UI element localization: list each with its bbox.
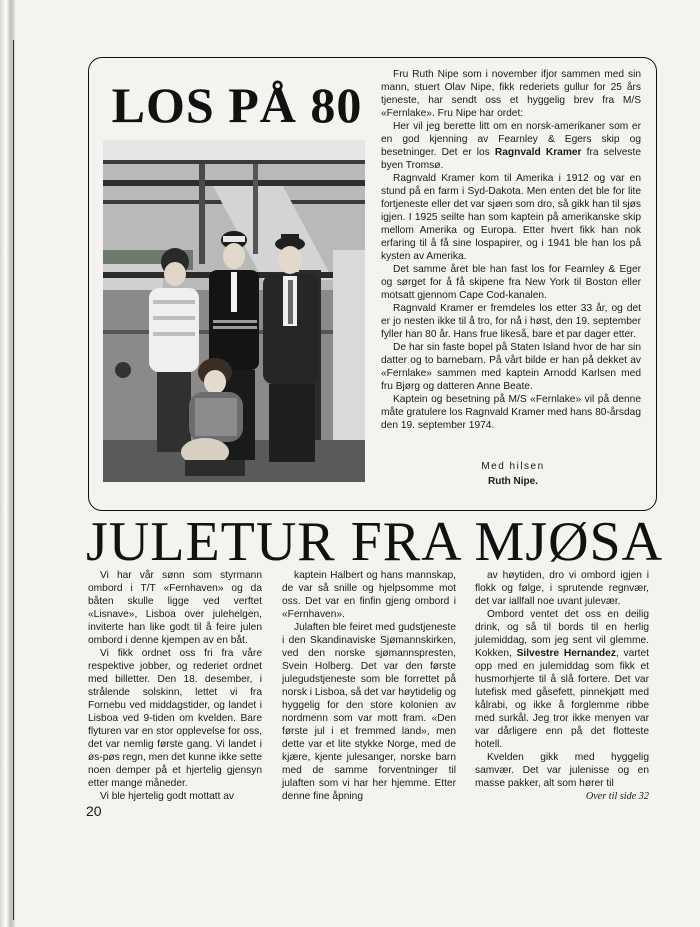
page-number: 20 — [86, 803, 102, 819]
article-photo — [103, 140, 365, 482]
article2-paragraph: kaptein Halbert og hans mannskap, de var så snille og hjelpsomme mot oss. Det var en finfin gjeng ombord i «Fernhaven». — [282, 570, 456, 620]
bold-name: Ragnvald Kramer — [494, 147, 582, 158]
article2-paragraph: Ombord ventet det oss en deilig drink, og så til bords til en herlig julemiddag, som jeg sent vil glemme. Kokken, Silvestre Hernandez, vartet opp med en julemiddag som fikk et husmorhjerte til å slå fortere. Det var lutefisk med gåsefett, pinnekjøtt med kålrabi, og ikke å forglemme ribbe med surkål. Jeg tror ikke menyen var var dårligere enn på det flotteste hotell. — [475, 609, 649, 750]
article1-greeting: Med hilsen — [481, 461, 545, 472]
article1-paragraph: De har sin faste bopel på Staten Island hvor de har sin datter og to barnebarn. På vårt bilde er han på dekket av «Fernlake» sammen med kaptein Arnodd Karlsen med fru Bjørg og datteren Anne Beate. — [381, 342, 641, 392]
bold-name: Silvestre Hernandez — [516, 648, 616, 659]
article1-paragraph: Her vil jeg berette litt om en norsk-amerikaner som er en god kjenning av Fearnley & Egers skip og besetninger. Det er los Ragnvald Kramer fra selveste byen Tromsø. — [381, 121, 641, 171]
article2-column-3 — [475, 569, 649, 803]
article-title-los-pa-80: LOS PÅ 80 — [111, 77, 363, 133]
article1-paragraph: Ragnvald Kramer er fremdeles los etter 33 år, og det er jo nesten ikke til å tro, for nå i høst, den 19. september fyller han 80 år. Hans frue likeså, bare et par dager etter. — [381, 303, 641, 340]
article2-paragraph: av høytiden, dro vi ombord igjen i flokk og følge, i sprutende regnvær, det var iallfall noe uvant julevær. — [475, 570, 649, 607]
article2-paragraph: Vi ble hjertelig godt mottatt av — [100, 791, 235, 802]
article2-paragraph: Vi har vår sønn som styrmann ombord i T/T «Fernhaven» og da båten skulle ligge ved verftet «Lisnave», Lisboa over julehelgen, inviterte han like godt til å feire julen ombord i denne kjempen av en båt. — [88, 570, 262, 646]
article1-body — [381, 68, 641, 432]
article2-paragraph: Kvelden gikk med hyggelig samvær. Det var julenisse og en masse pakker, alt som hører til — [475, 752, 649, 789]
spine-edge-line — [13, 40, 14, 920]
article-title-juletur: JULETUR FRA MJØSA — [86, 511, 664, 573]
article2-column-1 — [88, 569, 262, 803]
article2-paragraph: Vi fikk ordnet oss fri fra våre respektive jobber, og rederiet ordnet med billetter. Den 18. desember, i strålende solskinn, lettet vi fra Fornebu ved middagstider, og landet i Lisboa ved 9-tiden om kvelden. Bare flyturen var en stor opplevelse for oss, det var nemlig første gang. Vi landet i øs-pøs regn, men det kunne ikke sette noen demper på et hjertelig gjensyn etter mange måneder. — [88, 648, 262, 789]
article1-paragraph: Fru Ruth Nipe som i november ifjor sammen med sin mann, stuert Olav Nipe, fikk rederiets gullur for 25 års tjeneste, har sendt oss et hyggelig brev fra M/S «Fernlake». Fru Nipe har ordet: — [381, 69, 641, 119]
article2-column-2 — [282, 569, 456, 803]
article1-paragraph: Kaptein og besetning på M/S «Fernlake» vil på denne måte gratulere los Ragnvald Kramer med hans 80-årsdag den 19. september 1974. — [381, 394, 641, 431]
article1-paragraph: Det samme året ble han fast los for Fearnley & Eger og sørget for å få skipene fra New York til Boston eller motsatt gjennom Cape Cod-kanalen. — [381, 264, 641, 301]
article2-paragraph: Julaften ble feiret med gudstjeneste i den Skandinaviske Sjømannskirken, ved den norske sjømannspresten, Svein Holberg. Det var den første julegudstjeneste som ble forrettet på norsk i Lisboa, så det var høytidelig og hyggelig for den store kolonien av nordmenn som var mott fram. «Den første jul i et fremmed land», men dette var et lite stykke Norge, med de kjære, kjente julesanger, norske barn med de samme forventninger til julaften som vi har her hjemme. Etter denne fine åpning — [282, 622, 456, 802]
article1-signature: Ruth Nipe. — [488, 476, 538, 487]
article1-paragraph: Ragnvald Kramer kom til Amerika i 1912 og var en stund på en farm i Syd-Dakota. Men enten det ble for lite fortjeneste eller det var sjøen som dro, så gikk han til sjøs igjen. I 1925 seilte han som kaptein på amerikanske skip mellom Amerika og Europa. Etter hvert fikk han nok erfaring til å få sine lospapirer, og i 1941 ble han los på kysten av Amerika. — [381, 173, 641, 262]
continuation-note: Over til side 32 — [585, 791, 649, 802]
